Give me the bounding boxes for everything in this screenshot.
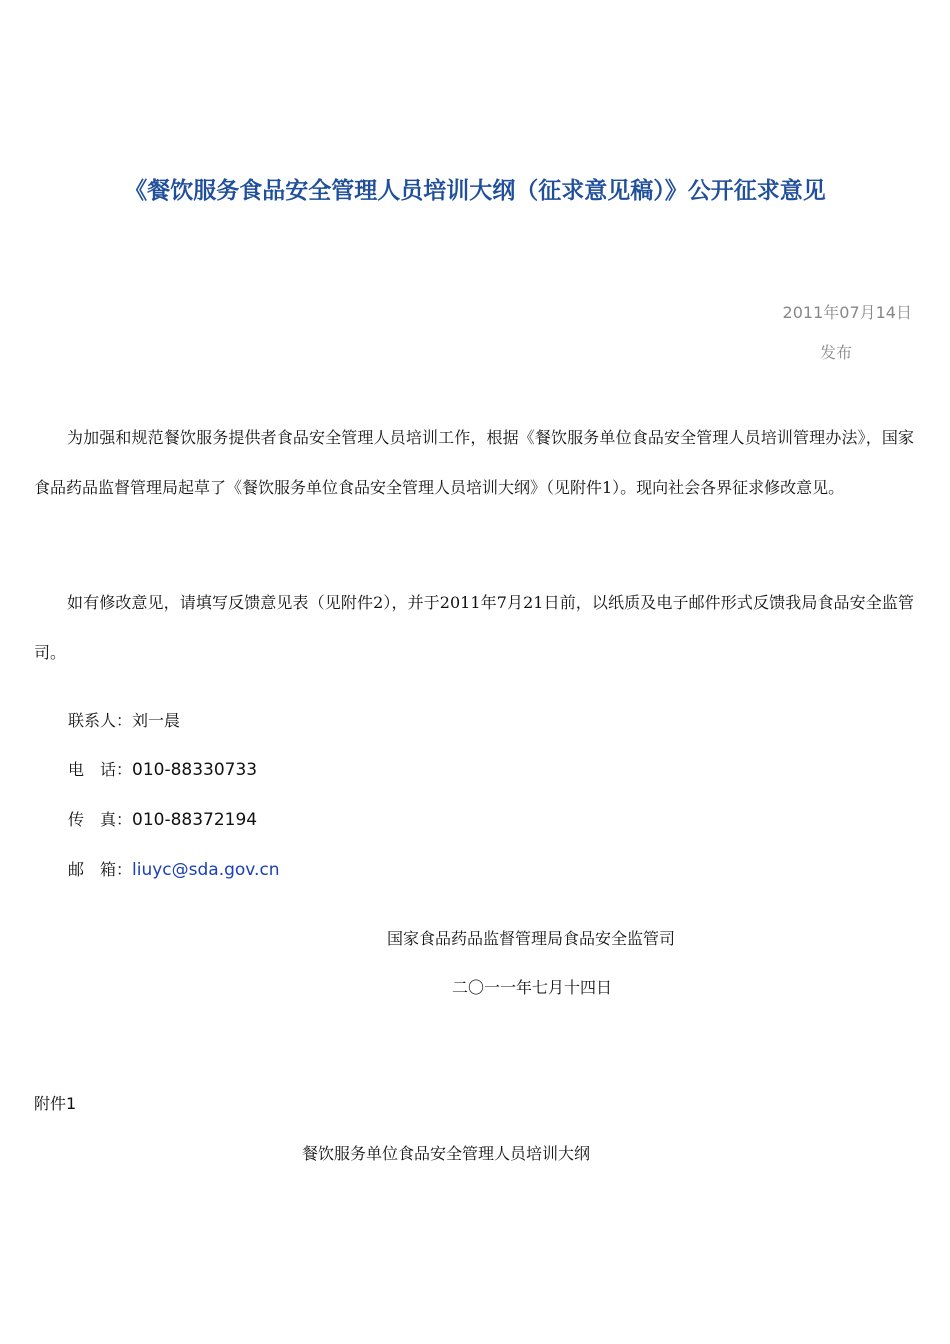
publish-label: 发布 [820, 343, 853, 362]
signature-date: 二〇一一年七月十四日 [452, 978, 613, 997]
feedback-paragraph: 如有修改意见，请填写反馈意见表（见附件2），并于2011年7月21日前，以纸质及电子邮件形式反馈我局食品安全监管司。 [34, 593, 914, 662]
contact-email-label: 邮 箱： [68, 860, 133, 879]
contact-email-row [68, 857, 280, 880]
contact-person-row [68, 708, 180, 731]
attachment-title: 餐饮服务单位食品安全管理人员培训大纲 [302, 1144, 591, 1163]
contact-fax-value: 010-88372194 [132, 810, 258, 830]
contact-fax-row [68, 807, 257, 830]
publish-date: 2011年07月14日 [782, 303, 912, 322]
contact-phone-row [68, 757, 257, 780]
contact-fax-label: 传 真： [68, 810, 133, 829]
attachment-label: 附件1 [34, 1094, 77, 1113]
contact-email-link[interactable]: liuyc@sda.gov.cn [132, 860, 280, 880]
intro-paragraph: 为加强和规范餐饮服务提供者食品安全管理人员培训工作，根据《餐饮服务单位食品安全管理人员培训管理办法》，国家食品药品监督管理局起草了《餐饮服务单位食品安全管理人员培训大纲》（见附件1）。现向社会各界征求修改意见。 [34, 428, 914, 497]
contact-person-name: 刘一晨 [132, 711, 181, 730]
contact-phone-value: 010-88330733 [132, 760, 258, 780]
contact-phone-label: 电 话： [68, 760, 133, 779]
contact-person-label: 联系人： [68, 711, 133, 730]
page-title: 《餐饮服务食品安全管理人员培训大纲（征求意见稿）》公开征求意见 [124, 178, 826, 204]
signature-organization: 国家食品药品监督管理局食品安全监管司 [387, 929, 676, 948]
